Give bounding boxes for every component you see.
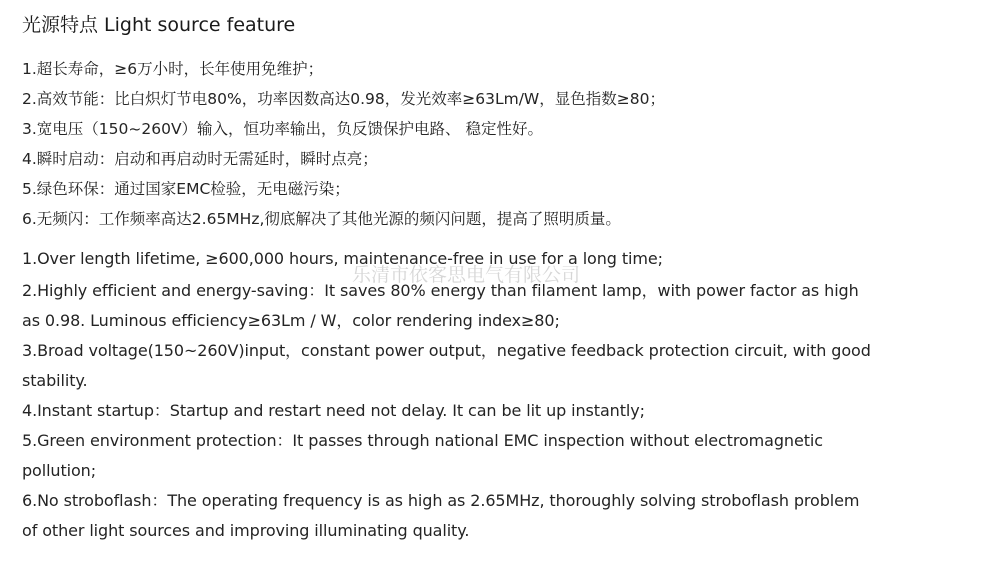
company-watermark: 乐清市依客思电气有限公司 — [352, 264, 581, 286]
zh-item-1: 1.超长寿命，≥6万小时，长年使用免维护； — [22, 60, 324, 78]
en-line-3: as 0.98. Luminous efficiency≥63Lm / W，color rendering index≥80; — [22, 311, 560, 330]
en-line-5: stability. — [22, 371, 88, 390]
en-line-9: 6.No stroboflash：The operating frequency is as high as 2.65MHz, thoroughly solving stroboflash problem — [22, 491, 860, 510]
zh-item-2: 2.高效节能：比白炽灯节电80%，功率因数高达0.98，发光效率≥63Lm/W，显色指数≥80； — [22, 90, 665, 108]
en-line-6: 4.Instant startup：Startup and restart need not delay. It can be lit up instantly; — [22, 401, 645, 420]
zh-item-6: 6.无频闪：工作频率高达2.65MHz,彻底解决了其他光源的频闪问题，提高了照明质量。 — [22, 210, 621, 228]
en-line-7: 5.Green environment protection：It passes through national EMC inspection without electromagnetic — [22, 431, 823, 450]
en-line-10: of other light sources and improving illuminating quality. — [22, 521, 470, 540]
en-line-8: pollution; — [22, 461, 97, 480]
en-line-1: 1.Over length lifetime, ≥600,000 hours, maintenance-free in use for a long time; — [22, 249, 663, 268]
section-title: 光源特点 Light source feature — [22, 14, 296, 36]
zh-item-4: 4.瞬时启动：启动和再启动时无需延时，瞬时点亮； — [22, 150, 378, 168]
en-line-4: 3.Broad voltage(150~260V)input，constant power output，negative feedback protection circuit, with good — [22, 341, 871, 360]
en-line-2: 2.Highly efficient and energy-saving：It saves 80% energy than filament lamp，with power factor as high — [22, 281, 859, 300]
zh-item-5: 5.绿色环保：通过国家EMC检验，无电磁污染； — [22, 180, 350, 198]
zh-item-3: 3.宽电压（150~260V）输入，恒功率输出，负反馈保护电路、 稳定性好。 — [22, 120, 543, 138]
